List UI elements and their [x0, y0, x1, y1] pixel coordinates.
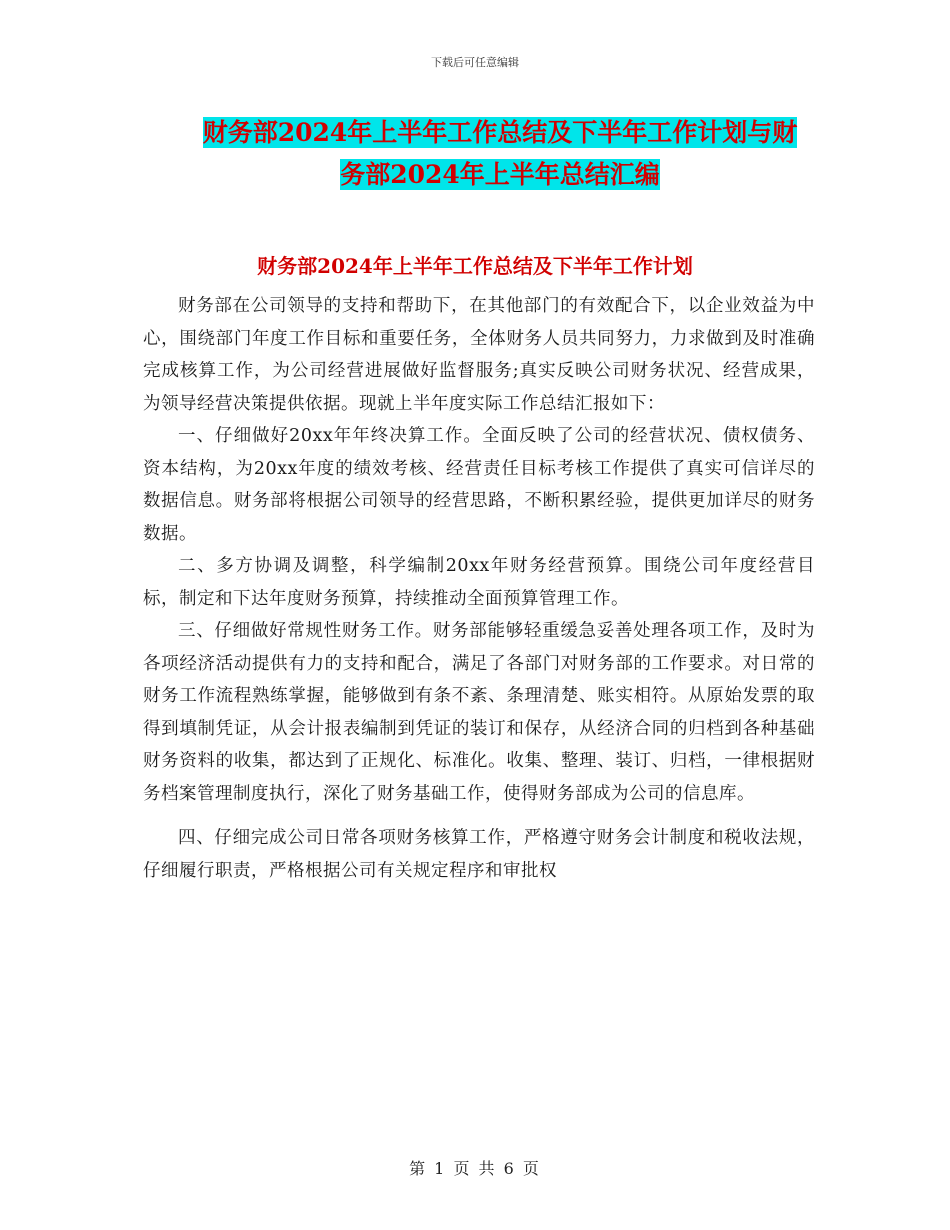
paragraph-item-2: 二、多方协调及调整，科学编制20xx年财务经营预算。围绕公司年度经营目标，制定和下达年度财务预算，持续推动全面预算管理工作。	[143, 556, 815, 609]
paragraph-item-1: 一、仔细做好20xx年年终决算工作。全面反映了公司的经营状况、债权债务、资本结构，为20xx年度的绩效考核、经营责任目标考核工作提供了真实可信详尽的数据信息。财务部将根据公司领导的经营思路，不断积累经验，提供更加详尽的财务数据。	[143, 426, 815, 544]
main-title-line-2: 务部2024年上半年总结汇编	[340, 160, 660, 189]
paragraph-intro: 财务部在公司领导的支持和帮助下，在其他部门的有效配合下，以企业效益为中心，围绕部门年度工作目标和重要任务，全体财务人员共同努力，力求做到及时准确完成核算工作，为公司经营进展做好监督服务;真实反映公司财务状况、经营成果，为领导经营决策提供依据。现就上半年度实际工作总结汇报如下：	[143, 296, 815, 414]
document-body	[143, 290, 815, 887]
main-title-line-1: 财务部2024年上半年工作总结及下半年工作计划与财	[202, 118, 798, 147]
page-footer: 第 1 页 共 6 页	[409, 1159, 541, 1178]
header-note: 下载后可任意编辑	[431, 56, 519, 69]
section-title: 财务部2024年上半年工作总结及下半年工作计划	[257, 254, 693, 278]
main-title	[140, 112, 860, 196]
paragraph-item-4: 四、仔细完成公司日常各项财务核算工作，严格遵守财务会计制度和税收法规，仔细履行职责，严格根据公司有关规定程序和审批权	[143, 828, 815, 881]
paragraph-item-3: 三、仔细做好常规性财务工作。财务部能够轻重缓急妥善处理各项工作，及时为各项经济活动提供有力的支持和配合，满足了各部门对财务部的工作要求。对日常的财务工作流程熟练掌握，能够做到有条不紊、条理清楚、账实相符。从原始发票的取得到填制凭证，从会计报表编制到凭证的装订和保存，从经济合同的归档到各种基础财务资料的收集，都达到了正规化、标准化。收集、整理、装订、归档，一律根据财务档案管理制度执行，深化了财务基础工作，使得财务部成为公司的信息库。	[143, 621, 815, 804]
